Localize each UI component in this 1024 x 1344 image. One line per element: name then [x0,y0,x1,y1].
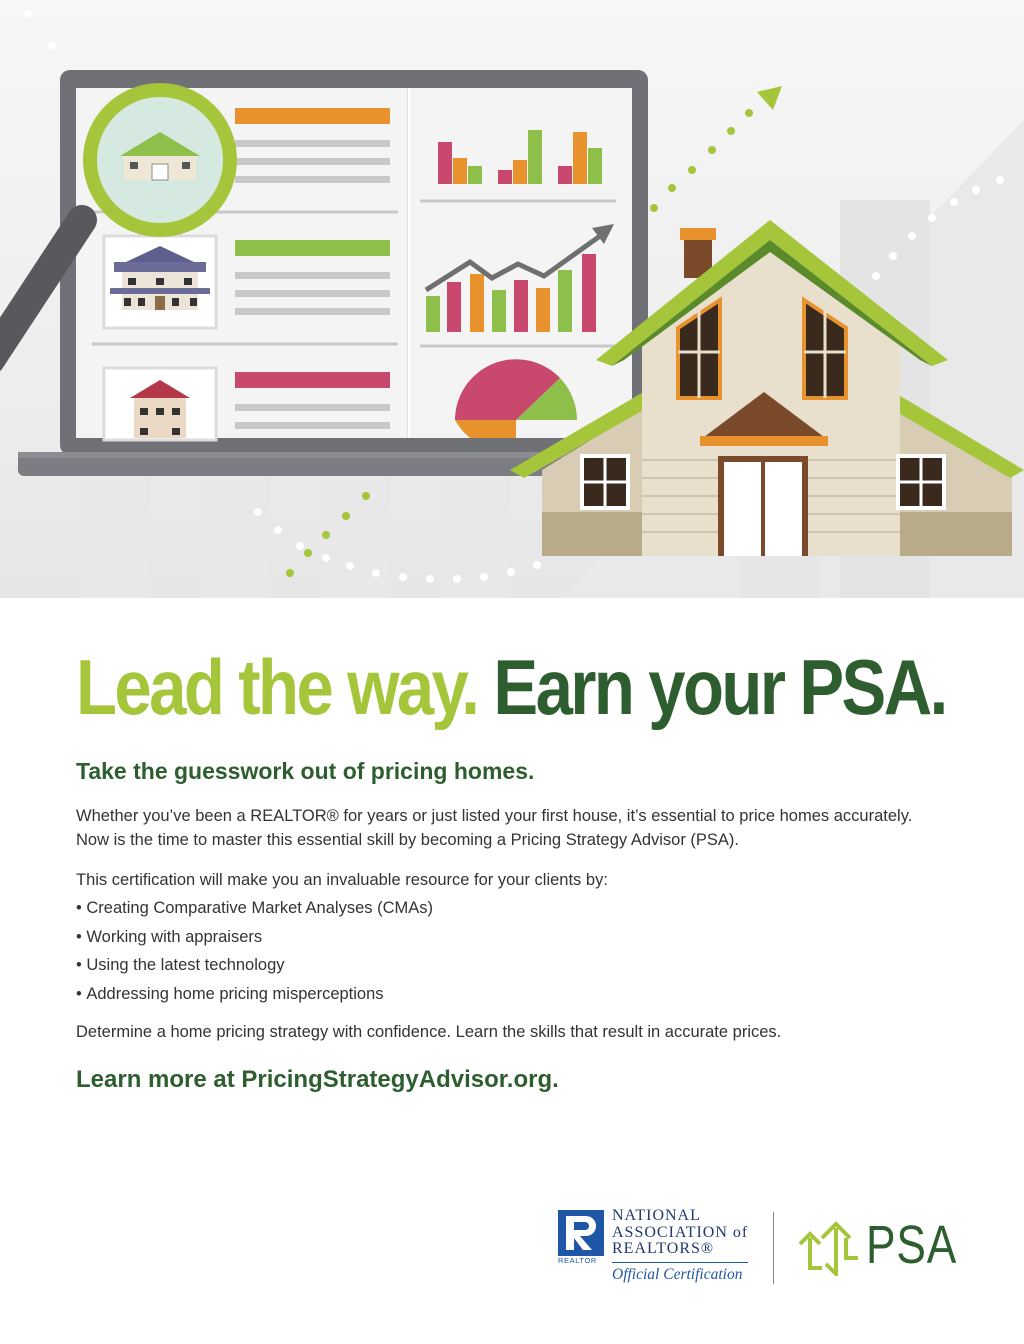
learn-more-link[interactable]: Learn more at PricingStrategyAdvisor.org. [76,1066,559,1093]
headline-part-1: Lead the way. [76,643,478,731]
psa-logo-text: PSA [866,1215,958,1275]
nar-rule [612,1262,748,1263]
benefits-intro: This certification will make you an invaluable resource for your clients by: [76,871,608,889]
headline-part-2: Earn your PSA. [493,643,946,731]
benefits-list [76,896,433,1010]
nar-line-1: NATIONAL [612,1207,701,1224]
logo-divider [773,1212,774,1284]
realtor-r-icon [558,1210,604,1256]
list-item: • Creating Comparative Market Analyses (CMAs) [76,896,433,925]
nar-line-3: REALTORS® [612,1240,715,1257]
nar-line-2: ASSOCIATION of [612,1223,749,1241]
list-item: • Using the latest technology [76,953,433,982]
up-arrow-icon [757,86,782,110]
subheading: Take the guesswork out of pricing homes. [76,758,535,784]
house-pricing-illustration [0,0,1024,598]
nar-tagline: Official Certification [612,1266,743,1283]
realtor-mark-label: REALTOR [558,1256,597,1265]
closing-paragraph: Determine a home pricing strategy with confidence. Learn the skills that result in accurate prices. [76,1023,782,1041]
psa-house-icon [796,1218,862,1276]
footer-logos [558,1208,978,1298]
headline [76,642,946,733]
list-item: • Addressing home pricing misperceptions [76,982,433,1011]
nar-logo-text [612,1208,748,1258]
intro-paragraph: Whether you’ve been a REALTOR® for years or just listed your first house, it’s essential to price homes accurately. Now is the time to master this essential skill by becoming a Pricing Strategy Advisor (PSA). [76,807,913,849]
hero-illustration [0,0,1024,598]
list-item: • Working with appraisers [76,925,433,954]
